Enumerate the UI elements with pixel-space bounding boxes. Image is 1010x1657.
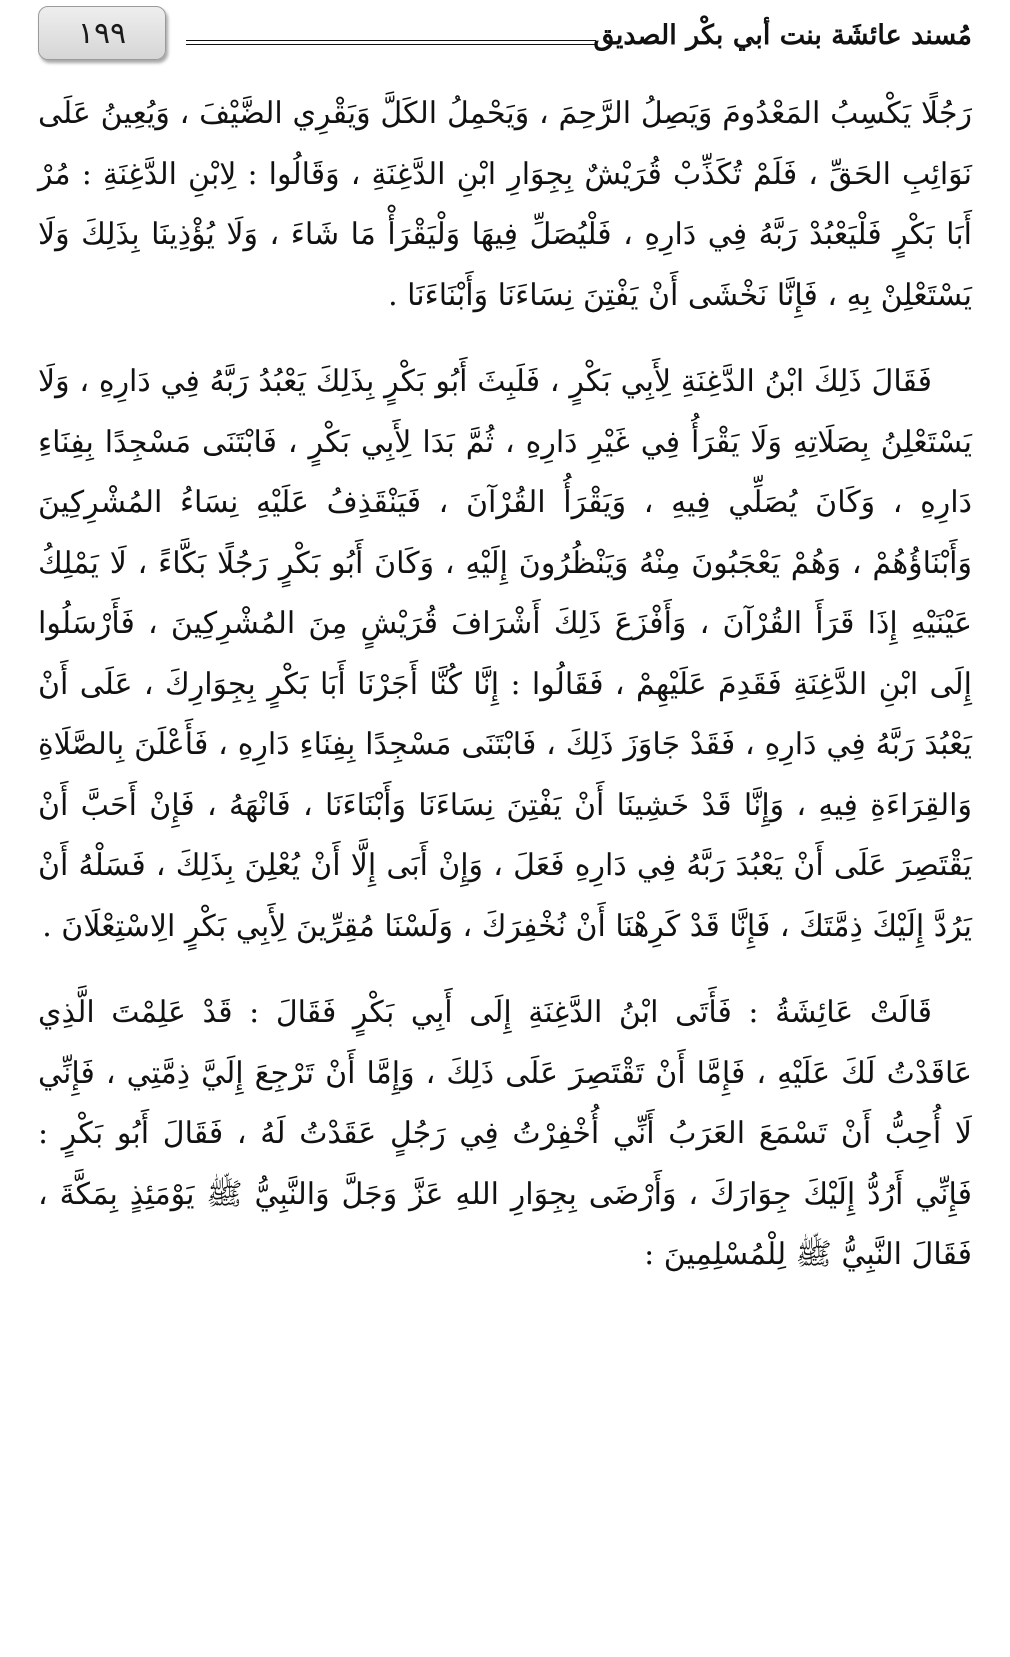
paragraph-3: قَالَتْ عَائِشَةُ : فَأَتَى ابْنُ الدَّغِنَةِ إِلَى أَبِي بَكْرٍ فَقَالَ : قَدْ عَلِمْتَ الَّذِي عَاقَدْتُ لَكَ عَلَيْهِ ، فَإِمَّا أَنْ تَقْتَصِرَ عَلَى ذَلِكَ ، وَإِمَّا أَنْ تَرْجِعَ إِلَيَّ ذِمَّتِي ، فَإِنِّي لَا أُحِبُّ أَنْ تَسْمَعَ العَرَبُ أَنِّي أُخْفِرْتُ فِي رَجُلٍ عَقَدْتُ لَهُ ، فَقَالَ أَبُو بَكْرٍ : فَإِنِّي أَرُدُّ إِلَيْكَ جِوَارَكَ ، وَأَرْضَى بِجِوَارِ اللهِ عَزَّ وَجَلَّ وَالنَّبِيُّ ﷺ يَوْمَئِذٍ بِمَكَّةَ ، فَقَالَ النَّبِيُّ ﷺ لِلْمُسْلِمِينَ : xyxy=(38,995,972,1272)
page-header xyxy=(38,6,972,64)
paragraph-1: رَجُلًا يَكْسِبُ المَعْدُومَ وَيَصِلُ الرَّحِمَ ، وَيَحْمِلُ الكَلَّ وَيَقْرِي الضَّيْفَ ، وَيُعِينُ عَلَى نَوَائِبِ الحَقِّ ، فَلَمْ تُكَذِّبْ قُرَيْشٌ بِجِوَارِ ابْنِ الدَّغِنَةِ ، وَقَالُوا : لِابْنِ الدَّغِنَةِ : مُرْ أَبَا بَكْرٍ فَلْيَعْبُدْ رَبَّهُ فِي دَارِهِ ، فَلْيُصَلِّ فِيهَا وَلْيَقْرَأْ مَا شَاءَ ، وَلَا يُؤْذِينَا بِذَلِكَ وَلَا يَسْتَعْلِنْ بِهِ ، فَإِنَّا نَخْشَى أَنْ يَفْتِنَ نِسَاءَنَا وَأَبْنَاءَنَا . xyxy=(38,96,972,313)
body-text xyxy=(38,84,972,1286)
page-number: ١٩٩ xyxy=(38,6,166,60)
paragraph-2: فَقَالَ ذَلِكَ ابْنُ الدَّغِنَةِ لِأَبِي بَكْرٍ ، فَلَبِثَ أَبُو بَكْرٍ بِذَلِكَ يَعْبُدُ رَبَّهُ فِي دَارِهِ ، وَلَا يَسْتَعْلِنُ بِصَلَاتِهِ وَلَا يَقْرَأُ فِي غَيْرِ دَارِهِ ، ثُمَّ بَدَا لِأَبِي بَكْرٍ ، فَابْتَنَى مَسْجِدًا بِفِنَاءِ دَارِهِ ، وَكَانَ يُصَلِّي فِيهِ ، وَيَقْرَأُ القُرْآنَ ، فَيَنْقَذِفُ عَلَيْهِ نِسَاءُ المُشْرِكِينَ وَأَبْنَاؤُهُمْ ، وَهُمْ يَعْجَبُونَ مِنْهُ وَيَنْظُرُونَ إِلَيْهِ ، وَكَانَ أَبُو بَكْرٍ رَجُلًا بَكَّاءً ، لَا يَمْلِكُ عَيْنَيْهِ إِذَا قَرَأَ القُرْآنَ ، وَأَفْزَعَ ذَلِكَ أَشْرَافَ قُرَيْشٍ مِنَ المُشْرِكِينَ ، فَأَرْسَلُوا إِلَى ابْنِ الدَّغِنَةِ فَقَدِمَ عَلَيْهِمْ ، فَقَالُوا : إِنَّا كُنَّا أَجَرْنَا أَبَا بَكْرٍ بِجِوَارِكَ ، عَلَى أَنْ يَعْبُدَ رَبَّهُ فِي دَارِهِ ، فَقَدْ جَاوَزَ ذَلِكَ ، فَابْتَنَى مَسْجِدًا بِفِنَاءِ دَارِهِ ، فَأَعْلَنَ بِالصَّلَاةِ وَالقِرَاءَةِ فِيهِ ، وَإِنَّا قَدْ خَشِينَا أَنْ يَفْتِنَ نِسَاءَنَا وَأَبْنَاءَنَا ، فَانْهَهُ ، فَإِنْ أَحَبَّ أَنْ يَقْتَصِرَ عَلَى أَنْ يَعْبُدَ رَبَّهُ فِي دَارِهِ فَعَلَ ، وَإِنْ أَبَى إِلَّا أَنْ يُعْلِنَ بِذَلِكَ ، فَسَلْهُ أَنْ يَرُدَّ إِلَيْكَ ذِمَّتَكَ ، فَإِنَّا قَدْ كَرِهْنَا أَنْ نُخْفِرَكَ ، وَلَسْنَا مُقِرِّينَ لِأَبِي بَكْرٍ الِاسْتِعْلَانَ . xyxy=(38,364,972,944)
running-title: مُسند عائشَة بنت أبي بكْر الصديق xyxy=(593,20,972,51)
header-rule xyxy=(186,40,596,45)
